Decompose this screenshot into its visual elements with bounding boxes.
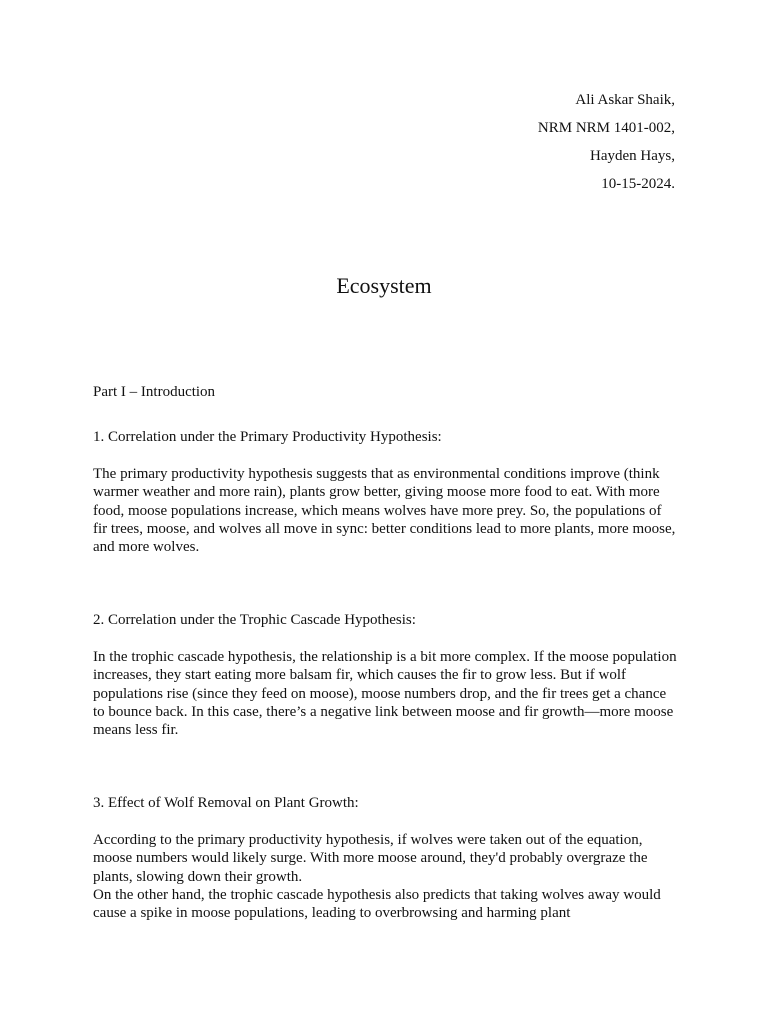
section-1-heading: [93, 428, 678, 446]
section-3-body: [93, 831, 678, 922]
section-heading-text: 3. Effect of Wolf Removal on Plant Growth:: [93, 795, 359, 811]
part-heading-text: Part I – Introduction: [93, 384, 216, 400]
instructor-name: Hayden Hays,: [590, 148, 675, 164]
part-heading: [93, 383, 678, 401]
section-3-heading: [93, 794, 678, 812]
page-title: Ecosystem: [336, 273, 432, 298]
author-name: Ali Askar Shaik,: [575, 92, 675, 108]
section-heading-text: 2. Correlation under the Trophic Cascade Hypothesis:: [93, 612, 416, 628]
section-2-body: [93, 648, 678, 739]
section-1-body: [93, 465, 678, 556]
course-code: NRM NRM 1401-002,: [537, 120, 675, 136]
author-header: [538, 86, 675, 198]
submission-date: 10-15-2024.: [601, 176, 675, 192]
paragraph: The primary productivity hypothesis suggests that as environmental conditions improve (think warmer weather and more rain), plants grow better, giving moose more food to eat. With more food, moose populations increase, which means wolves have more prey. So, the populations of fir trees, moose, and wolves all move in sync: better conditions lead to more plants, more moose, and more wolves.: [93, 466, 676, 556]
paragraph: According to the primary productivity hypothesis, if wolves were taken out of the equation, moose numbers would likely surge. With more moose around, they'd probably overgraze the plants, slowing down their growth.: [93, 832, 648, 885]
section-2-heading: [93, 611, 678, 629]
paragraph: In the trophic cascade hypothesis, the relationship is a bit more complex. If the moose population increases, they start eating more balsam fir, which causes the fir to grow less. But if wolf populations rise (since they feed on moose), moose numbers drop, and the fir trees get a chance to bounce back. In this case, there’s a negative link between moose and fir growth—more moose means less fir.: [93, 649, 677, 739]
paragraph: On the other hand, the trophic cascade hypothesis also predicts that taking wolves away would cause a spike in moose populations, leading to overbrowsing and harming plant: [93, 886, 661, 922]
section-heading-text: 1. Correlation under the Primary Productivity Hypothesis:: [93, 429, 442, 445]
